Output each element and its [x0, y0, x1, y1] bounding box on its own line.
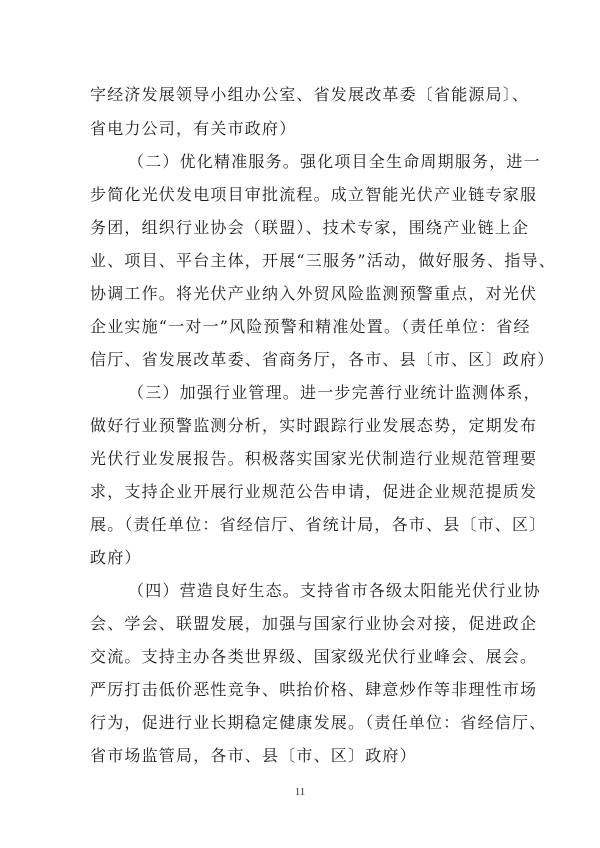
text-line: 协调工作。将光伏产业纳入外贸风险监测预警重点，对光伏 [90, 284, 538, 303]
text-line: 光伏行业发展报告。积极落实国家光伏制造行业规范管理要 [90, 449, 538, 468]
text-line: 做好行业预警监测分析，实时跟踪行业发展态势，定期发布 [90, 416, 538, 435]
text-line: 字经济发展领导小组办公室、省发展改革委〔省能源局〕、 [90, 85, 530, 104]
page-number: 11 [294, 786, 306, 798]
section-heading-line: （四）营造良好生态。支持省市各级太阳能光伏行业协 [128, 581, 541, 600]
text-line: 交流。支持主办各类世界级、国家级光伏行业峰会、展会。 [90, 647, 538, 666]
text-line: 展。（责任单位：省经信厅、省统计局，各市、县〔市、区〕 [90, 515, 547, 534]
text-line: 求，支持企业开展行业规范公告申请，促进企业规范提质发 [90, 482, 538, 501]
text-line: 信厅、省发展改革委、省商务厅，各市、县〔市、区〕政府） [90, 350, 555, 369]
text-line: 行为，促进行业长期稳定健康发展。（责任单位：省经信厅、 [90, 713, 547, 732]
text-line: 政府） [90, 548, 142, 567]
section-heading-line: （三）加强行业管理。进一步完善行业统计监测体系， [128, 383, 541, 402]
text-line: 业、项目、平台主体，开展“三服务”活动，做好服务、指导、 [90, 251, 556, 270]
text-line: 务团，组织行业协会（联盟）、技术专家，围绕产业链上企 [90, 218, 530, 237]
text-line: 省市场监管局，各市、县〔市、区〕政府） [90, 746, 417, 765]
section-heading-line: （二）优化精准服务。强化项目全生命周期服务，进一 [128, 152, 541, 171]
text-line: 步简化光伏发电项目审批流程。成立智能光伏产业链专家服 [90, 185, 538, 204]
text-line: 严厉打击低价恶性竞争、哄抬价格、肆意炒作等非理性市场 [90, 680, 538, 699]
text-line: 省电力公司，有关市政府） [90, 119, 297, 138]
text-line: 企业实施“一对一”风险预警和精准处置。（责任单位：省经 [90, 317, 531, 336]
text-line: 会、学会、联盟发展，加强与国家行业协会对接，促进政企 [90, 614, 538, 633]
